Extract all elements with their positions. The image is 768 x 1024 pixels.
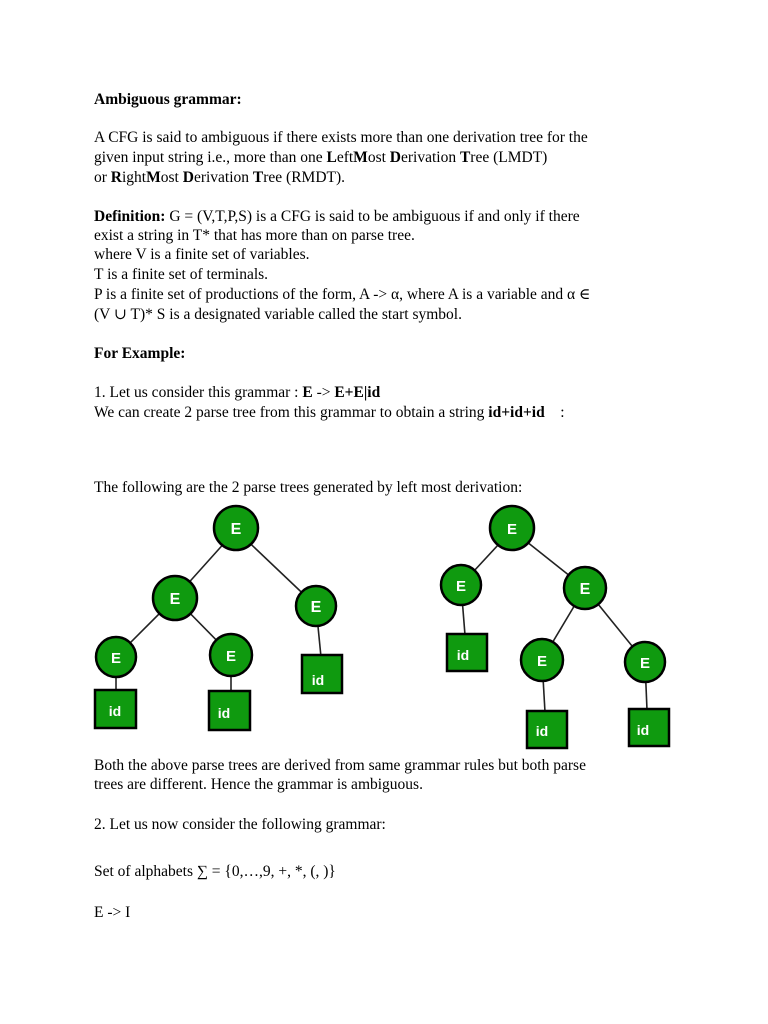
tree2-leaf-id-3 bbox=[629, 709, 669, 746]
tree1-leaf-id-3 bbox=[302, 655, 342, 693]
svg-text:id: id bbox=[108, 703, 122, 719]
tree2-node-e-right bbox=[564, 567, 606, 609]
definition-line-3: where V is a finite set of variables. bbox=[94, 246, 310, 263]
definition-line-6: (V ∪ T)* S is a designated variable called the start symbol. bbox=[94, 306, 462, 323]
definition-line-2: exist a string in T* that has more than on parse tree. bbox=[94, 227, 415, 244]
tree2-root-node bbox=[490, 506, 534, 550]
svg-text:id: id bbox=[217, 705, 231, 721]
example-1-line-1: 1. Let us consider this grammar : E -> E+E|id bbox=[94, 384, 381, 401]
tree1-node-e-left bbox=[153, 576, 197, 620]
tree2-node-e-rightright bbox=[625, 642, 665, 682]
intro-line-3: or RightMost Derivation Tree (RMDT). bbox=[94, 169, 346, 186]
intro-line-2: given input string i.e., more than one LeftMost Derivation Tree (LMDT) bbox=[94, 149, 548, 166]
svg-text:E: E bbox=[579, 581, 591, 598]
example-2-heading: 2. Let us now consider the following grammar: bbox=[94, 816, 386, 833]
svg-text:id: id bbox=[535, 723, 549, 739]
svg-text:E: E bbox=[225, 648, 237, 665]
page-heading: Ambiguous grammar: bbox=[94, 91, 242, 108]
definition-label: Definition: bbox=[94, 208, 166, 225]
trees-caption: The following are the 2 parse trees generated by left most derivation: bbox=[94, 479, 523, 496]
svg-text:id: id bbox=[456, 647, 470, 663]
tree2-leaf-id-1 bbox=[447, 634, 487, 671]
tree2-node-e-left bbox=[441, 565, 481, 605]
svg-text:id: id bbox=[636, 722, 650, 738]
tree1-node-e-leftleft bbox=[96, 637, 136, 677]
svg-text:E: E bbox=[639, 655, 651, 672]
parse-trees-figure bbox=[0, 500, 768, 760]
tree2-leaf-id-2 bbox=[527, 711, 567, 748]
conclusion-line-2: trees are different. Hence the grammar is ambiguous. bbox=[94, 776, 423, 793]
tree1-node-e-leftright bbox=[210, 634, 252, 676]
definition-line-4: T is a finite set of terminals. bbox=[94, 266, 269, 283]
svg-text:E: E bbox=[110, 650, 122, 667]
intro-line-1: A CFG is said to ambiguous if there exists more than one derivation tree for the bbox=[94, 129, 588, 146]
tree1-leaf-id-1 bbox=[95, 690, 136, 728]
svg-text:E: E bbox=[455, 578, 467, 595]
svg-text:E: E bbox=[506, 521, 518, 538]
tree1-leaf-id-2 bbox=[209, 691, 250, 730]
tree-edges bbox=[116, 530, 647, 712]
grammar-rule: E -> I bbox=[94, 904, 131, 921]
example-1-line-2: We can create 2 parse tree from this grammar to obtain a string id+id+id : bbox=[94, 404, 565, 421]
svg-text:E: E bbox=[310, 599, 322, 616]
definition-line-5: P is a finite set of productions of the form, A -> α, where A is a variable and α ∈ bbox=[94, 286, 591, 303]
alphabet-line: Set of alphabets ∑ = {0,…,9, +, *, (, )} bbox=[94, 863, 336, 880]
example-heading: For Example: bbox=[94, 345, 186, 362]
conclusion-line-1: Both the above parse trees are derived from same grammar rules but both parse bbox=[94, 757, 586, 774]
definition-line-1: Definition: G = (V,T,P,S) is a CFG is said to be ambiguous if and only if there bbox=[94, 208, 580, 225]
svg-text:id: id bbox=[311, 672, 325, 688]
tree2-node-e-rightleft bbox=[521, 639, 563, 681]
svg-text:E: E bbox=[169, 591, 181, 608]
tree1-node-e-right bbox=[296, 586, 336, 626]
svg-text:E: E bbox=[536, 653, 548, 670]
tree1-root-node bbox=[214, 506, 258, 550]
svg-text:E: E bbox=[230, 521, 242, 538]
